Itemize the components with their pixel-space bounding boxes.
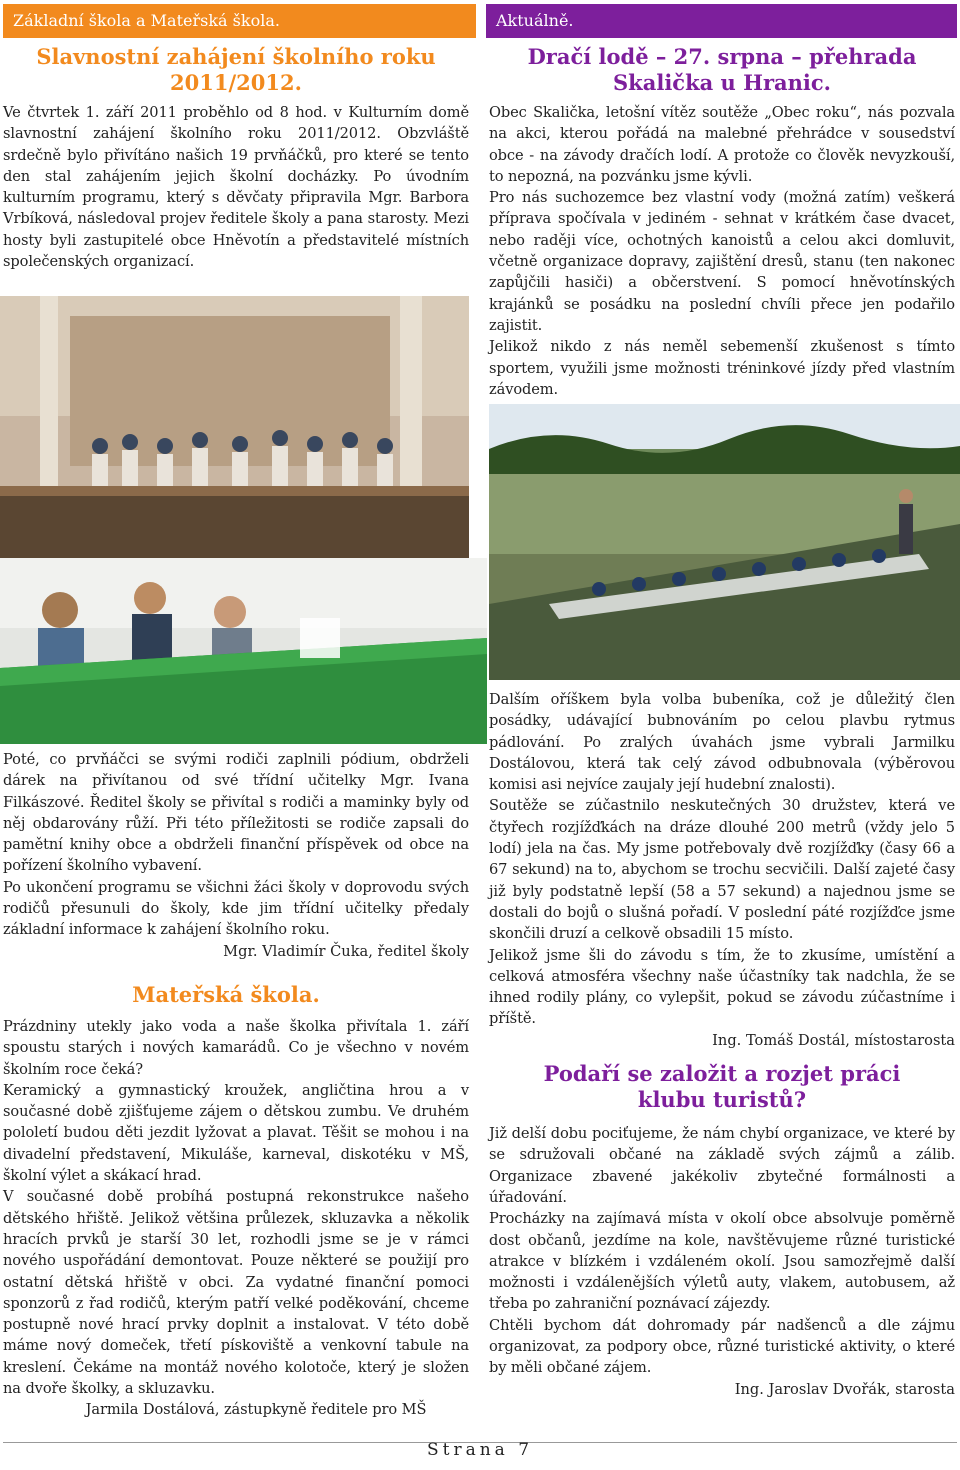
section-header-news: Aktuálně. [486,4,957,38]
ms-title: Mateřská škola. [132,981,320,1007]
table-photo [0,558,487,744]
club-paragraph: Chtěli bychom dát dohromady pár nadšenců a dle zájmu organizovat, za podpory obce, různé turistické aktivity, o které by měli občané zájem. [489,1316,955,1377]
boats-paragraph: Jelikož nikdo z nás neměl sebemenší zkušenost s tímto sportem, využili jsme možnosti tréninkové jízdy před vlastním závodem. [489,338,955,398]
ms-paragraph: Keramický a gymnastický kroužek, angličtina hrou a v současné době zjišťujeme zájem o dětskou zumbu. Ve druhém pololetí budou děti jezdit lyžovat a plavat. Těšit se mohou i na divadelní představení, Mikuláše, karneval, diskotéku v MŠ, školní výlet a skákací hrad. [3,1081,469,1185]
boats-paragraph: Jelikož jsme šli do závodu s tím, že to zkusíme, umístění a celková atmosféra všechny naše účastníky tak nadchla, že se ihned rodily plány, co vylepšit, pokud se závodu zúčastníme i příště. [489,946,955,1028]
boats-article-cont [489,689,955,1400]
opening-paragraph: Poté, co prvňáčci se svými rodiči zaplnili pódium, obdrželi dárek na přivítanou od své třídní učitelky Mgr. Ivana Filkászové. Ředitel školy se přivítal s rodiči a maminky byly od něj obdarovány růží. Při této příležitosti se rodiče zapsali do pamětní knihy obce a obdrželi finanční příspěvek od obce na pořízení školního vybavení. [3,751,469,875]
dragon-boat-photo [489,404,960,680]
section-header-school: Základní škola a Mateřská škola. [3,4,476,38]
boats-paragraph: Soutěže se zúčastnilo neskutečných 30 družstev, která ve čtyřech rozjížďkách na dráze dlouhé 200 metrů (vždy jelo 5 lodí) jela na čas. My jsme potřebovaly dvě rozjížďky (časy 66 a 67 sekund) na to, abychom se trochu secvičili. Další zajeté časy již byly podstatně lepší (58 a 57 sekund) a najednou jsme se dostali do bojů o slušná pořadí. V poslední páté rozjížďce jsme skončili druzí a celkově obsadili 15 místo. [489,797,955,943]
opening-signature: Mgr. Vladimír Čuka, ředitel školy [223,942,469,960]
opening-paragraph: Po ukončení programu se všichni žáci školy v doprovodu svých rodičů přesunuli do školy, kde jim třídní učitelky předaly základní informace k zahájení školního roku. [3,878,469,939]
boats-signature: Ing. Tomáš Dostál, místostarosta [712,1031,955,1049]
club-paragraph: Procházky na zajímavá místa v okolí obce absolvuje poměrně dost občanů, jezdíme na kole, navštěvujeme různé turistické atrakce v blízkém i vzdáleném okolí. Jsou samozřejmě další možnosti i vzdálenějších výletů auty, vlakem, autobusem, až třeba po zahraniční poznávací zájezdy. [489,1210,955,1313]
ms-paragraph: V současné době probíhá postupná rekonstrukce našeho dětského hřiště. Jelikož většina průlezek, skluzavka a několik hracích prvků je starší 30 let, rozhodli jsme se je v rámci nového uspořádání demontovat. Pouze některé se použijí pro ostatní dětská hřiště v obci. Za vydatné finanční pomoci sponzorů z řad rodičů, kterým patří velké poděkování, chceme postupně nové hrací prvky doplnit a instalovat. V této době máme nový domeček, třetí pískoviště a venkovní tabule na kreslení. Čekáme na montáž nového kolotoče, který je složen na dvoře školky, a skluzavku. [3,1188,469,1398]
opening-title: Slavnostní zahájení školního roku 2011/2012. [36,44,436,95]
ms-paragraph: Prázdniny utekly jako voda a naše školka přivítala 1. září spoustu starých i nových kamarádů. Co je všechno v novém školním roce čeká? [3,1017,469,1078]
club-title: Podaří se založit a rozjet práci klubu turistů? [543,1061,901,1113]
club-signature: Ing. Jaroslav Dvořák, starosta [734,1380,955,1398]
opening-article [3,44,469,272]
club-paragraph: Již delší dobu pociťujeme, že nám chybí organizace, ve které by se sdružovali občané na základě svých zájmů a zálib. Organizace zbavené jakékoliv zbytečné formálnosti a úřadování. [489,1125,955,1206]
opening-article-cont [3,749,469,1421]
opening-paragraph: Ve čtvrtek 1. září 2011 proběhlo od 8 hod. v Kulturním domě slavnostní zahájení školního roku 2011/2012. Obzvláště srdečně bylo přivítáno našich 19 prvňáčků, pro které se tento den stal zahájením jejich školní docházky. Po úvodním kulturním programu, který s děvčaty připravila Mgr. Barbora Vrbíková, následoval projev ředitele školy a pana starosty. Mezi hosty byli zastupitelé obce Hněvotín a představitelé místních společenských organizací. [3,104,469,271]
boats-article [489,44,955,400]
boats-title: Dračí lodě – 27. srpna – přehrada Skalička u Hranic. [527,44,917,95]
boats-paragraph: Dalším oříškem byla volba bubeníka, což je důležitý člen posádky, udávající bubnováním po celou plavbu rytmus pádlování. Po zralých úvahách jsme vybrali Jarmilku Dostálovou, která tak celý závod odbubnovala (výběrovou komisi asi nejvíce zaujaly její hudební znalosti). [489,691,955,794]
boats-paragraph: Pro nás suchozemce bez vlastní vody (možná zatím) veškerá příprava spočívala v jediném - sehnat v krátkém čase dvacet, nebo raději více, ochotných kanoistů a celou akci domluvit, včetně organizace dopravy, zajištění dresů, stanu (ten nakonec zapůjčili hasiči) a občerstvení. S pomocí hněvotínských krajánků se posádku na poslední chvíli přece jen podařilo zajistit. [489,189,955,334]
page-number: Strana 7 [426,1440,534,1460]
boats-paragraph: Obec Skalička, letošní vítěz soutěže „Obec roku“, nás pozvala na akci, kterou pořádá na malebné přehrádce v sousedství obce - na závody dračích lodí. A protože co člověk nevyzkouší, to nepozná, na pozvánku jsme kývli. [489,104,955,185]
stage-photo [0,296,469,558]
ms-signature: Jarmila Dostálová, zástupkyně ředitele pro MŠ [85,1401,427,1419]
